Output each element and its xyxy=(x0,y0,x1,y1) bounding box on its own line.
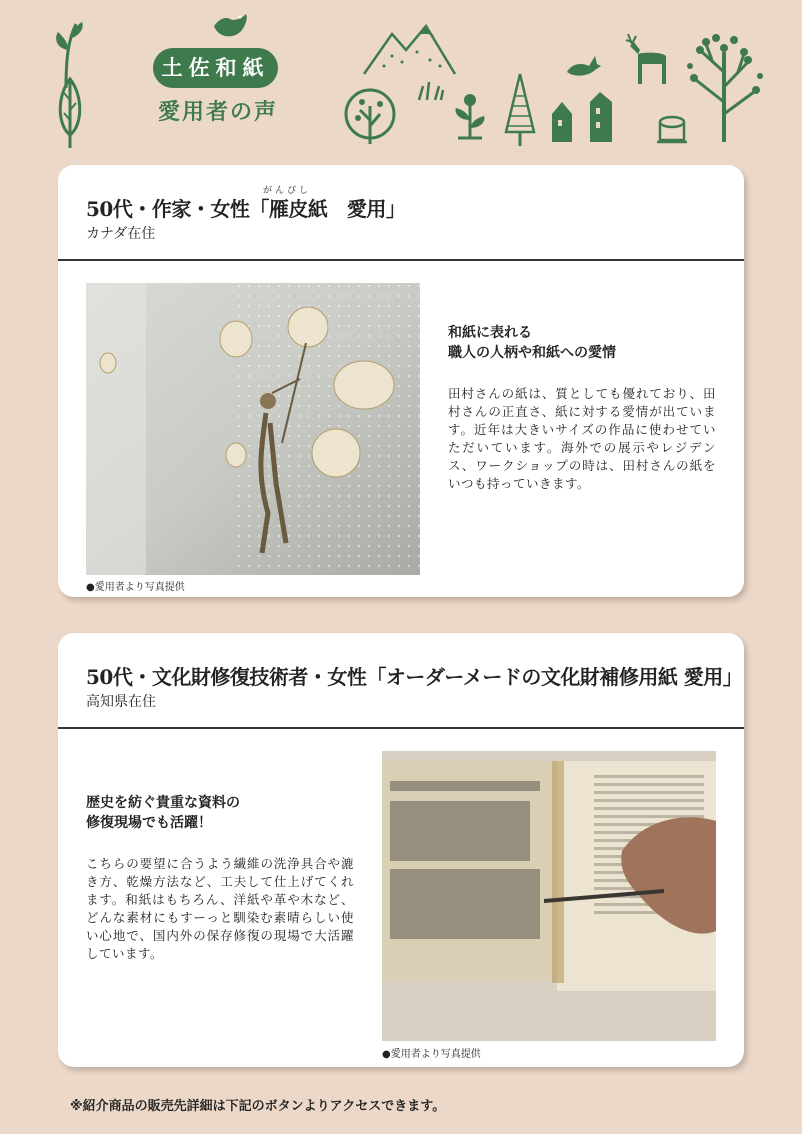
footer-note: ※紹介商品の販売先詳細は下記のボタンよりアクセスできます。 xyxy=(70,1099,446,1114)
stump-icon xyxy=(655,112,689,144)
brand-subtitle: 愛用者の声 xyxy=(157,99,278,125)
photo-caption: ●愛用者より写真提供 xyxy=(86,582,185,593)
brand-badge: 土佐和紙 xyxy=(153,48,278,88)
sprout-icon xyxy=(415,80,445,102)
restoration-photo xyxy=(382,751,716,1041)
house-icon xyxy=(550,90,620,146)
testimonial-location: 高知県在住 xyxy=(86,694,156,710)
tree-icon xyxy=(682,32,766,144)
header xyxy=(0,0,802,160)
testimonial-body: こちらの要望に合うよう繊維の洗浄具合や漉き方、乾燥方法など、工夫して仕上げてくれます。和紙はもちろん、洋紙や革や木など、どんな素材にもすーっと馴染む素晴らしい使い心地で、国内外の保存修復の現場で大活躍しています。 xyxy=(86,856,354,961)
tree-icon xyxy=(500,72,540,147)
sprout-icon xyxy=(450,92,490,140)
testimonial-location: カナダ在住 xyxy=(86,226,156,242)
heading-line: 和紙に表れる xyxy=(448,325,532,341)
testimonial-card-2 xyxy=(58,633,744,1067)
tree-icon xyxy=(55,75,85,150)
heading-line: 修復現場でも活躍！ xyxy=(86,815,212,831)
deer-icon xyxy=(624,32,676,88)
artwork-photo xyxy=(86,283,420,575)
testimonial-heading xyxy=(86,793,240,833)
divider xyxy=(58,259,744,261)
tree-icon xyxy=(342,88,398,146)
divider xyxy=(58,727,744,729)
testimonial-title: 50代・文化財修復技術者・女性「オーダーメードの文化財補修用紙 愛用」 xyxy=(86,665,743,689)
testimonial-body: 田村さんの紙は、質としても優れており、田村さんの正直さ、紙に対する愛情が出ています。近年は大きいサイズの作品に使わせていただいています。海外での展示やレジデンス、ワークショップの時は、田村さんの紙をいつも持っていきます。 xyxy=(448,386,716,491)
ruby-annotation: がんぴし xyxy=(263,186,312,196)
mountain-icon xyxy=(362,22,457,77)
testimonial-title: 50代・作家・女性「雁皮紙 愛用」 xyxy=(86,197,406,221)
testimonial-heading xyxy=(448,323,616,363)
heading-line: 職人の人柄や和紙への愛情 xyxy=(448,345,616,361)
rabbit-icon xyxy=(565,52,603,80)
testimonial-card-1 xyxy=(58,165,744,597)
photo-caption: ●愛用者より写真提供 xyxy=(382,1049,481,1060)
bird-icon xyxy=(210,8,250,42)
heading-line: 歴史を紡ぐ貴重な資料の xyxy=(86,795,240,811)
